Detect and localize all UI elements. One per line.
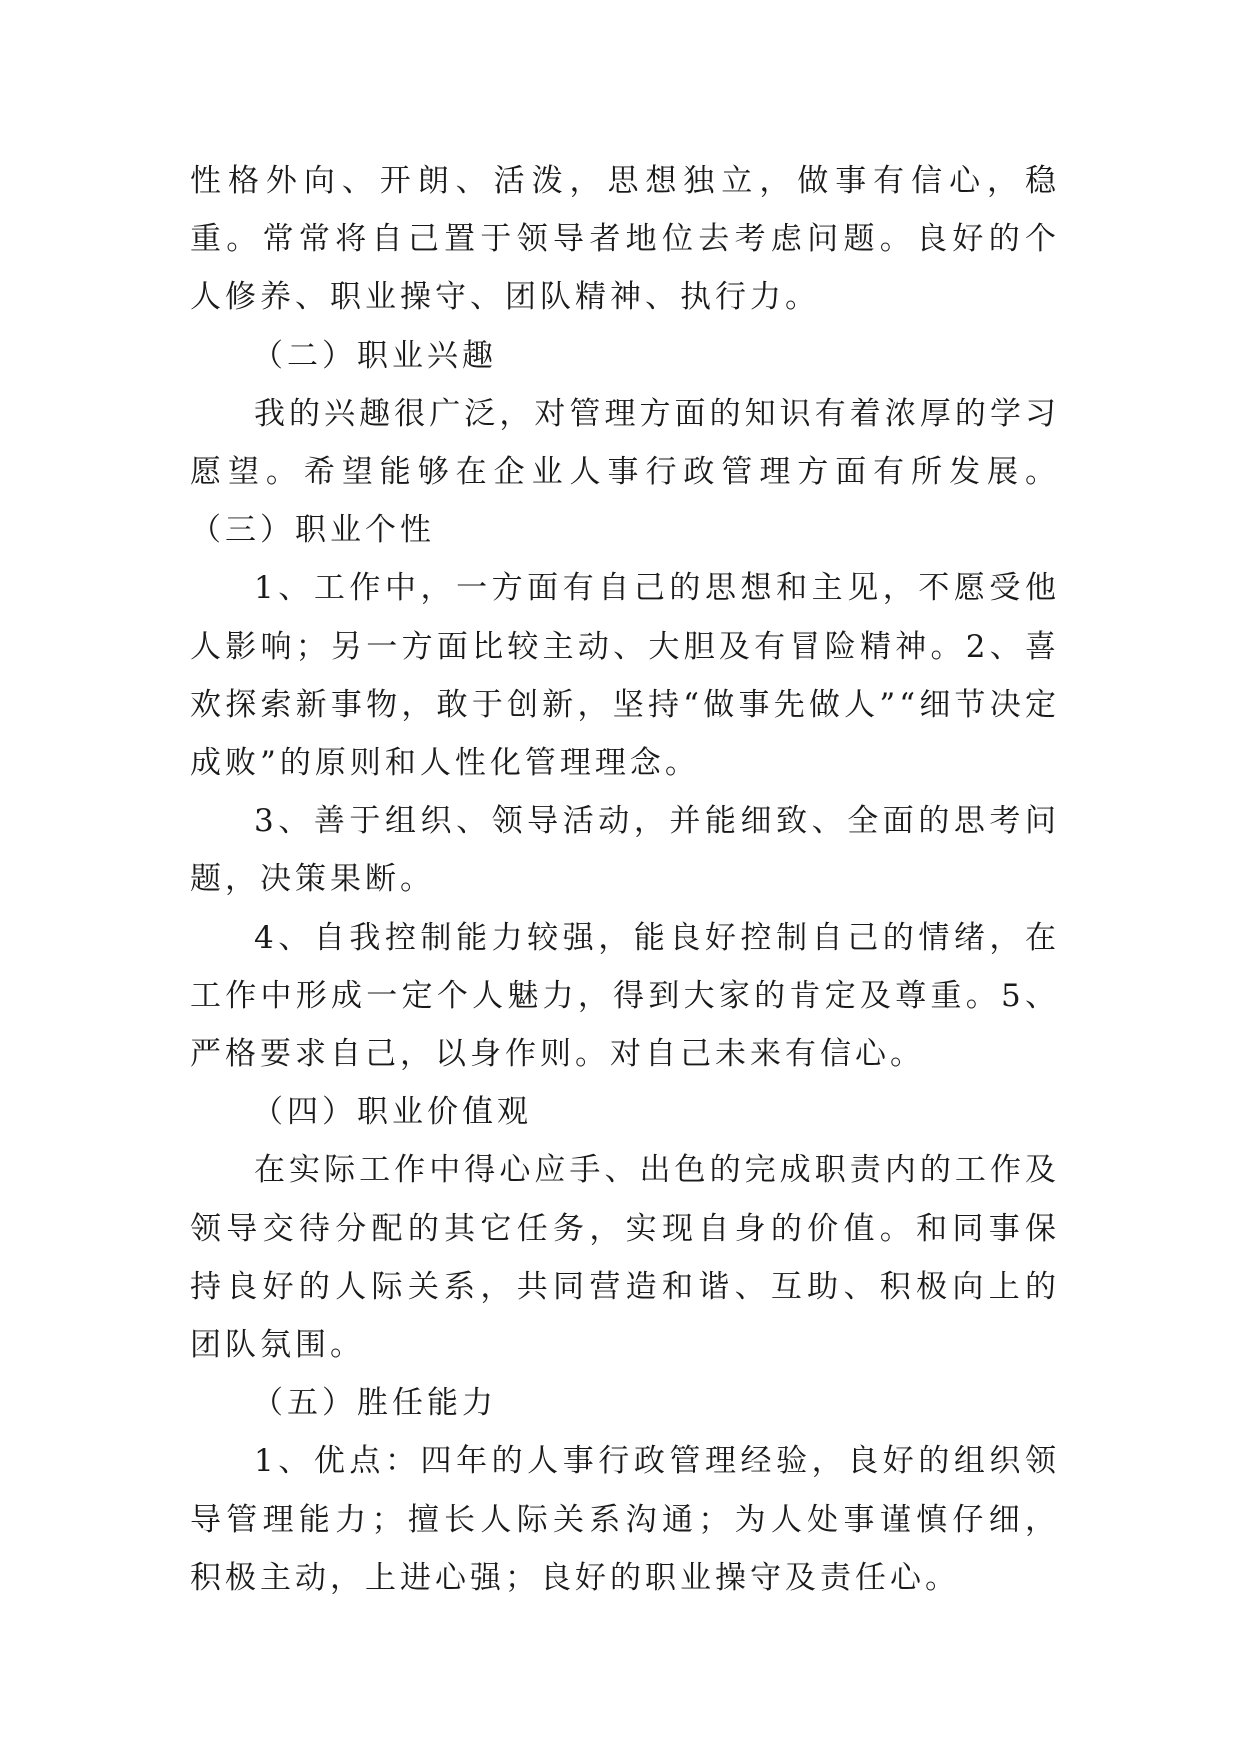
paragraph-career-values: 在实际工作中得心应手、出色的完成职责内的工作及领导交待分配的其它任务，实现自身的价值。和同事保持良好的人际关系，共同营造和谐、互助、积极向上的团队氛围。 [190, 1152, 1060, 1364]
paragraph-career-personality-3: 3、善于组织、领导活动，并能细致、全面的思考问题，决策果断。 [190, 803, 1060, 898]
document-body [190, 152, 1060, 1607]
heading-competency: （五）胜任能力 [252, 1385, 497, 1422]
heading-career-values: （四）职业价值观 [252, 1094, 532, 1131]
paragraph-competency-strengths: 1、优点：四年的人事行政管理经验，良好的组织领导管理能力；擅长人际关系沟通；为人处事谨慎仔细，积极主动，上进心强；良好的职业操守及责任心。 [190, 1443, 1060, 1596]
heading-career-interest: （二）职业兴趣 [252, 337, 497, 374]
paragraph-career-personality-1-2: 1、工作中，一方面有自己的思想和主见，不愿受他人影响；另一方面比较主动、大胆及有冒险精神。2、喜欢探索新事物，敢于创新，坚持“做事先做人”“细节决定成败”的原则和人性化管理理念。 [190, 570, 1060, 782]
paragraph-personality: 性格外向、开朗、活泼，思想独立，做事有信心，稳重。常常将自己置于领导者地位去考虑问题。良好的个人修养、职业操守、团队精神、执行力。 [190, 163, 1060, 316]
paragraph-career-personality-4-5: 4、自我控制能力较强，能良好控制自己的情绪，在工作中形成一定个人魅力，得到大家的肯定及尊重。5、严格要求自己，以身作则。对自己未来有信心。 [190, 919, 1060, 1073]
paragraph-career-interest: 我的兴趣很广泛，对管理方面的知识有着浓厚的学习愿望。希望能够在企业人事行政管理方面有所发展。（三）职业个性 [190, 395, 1060, 549]
